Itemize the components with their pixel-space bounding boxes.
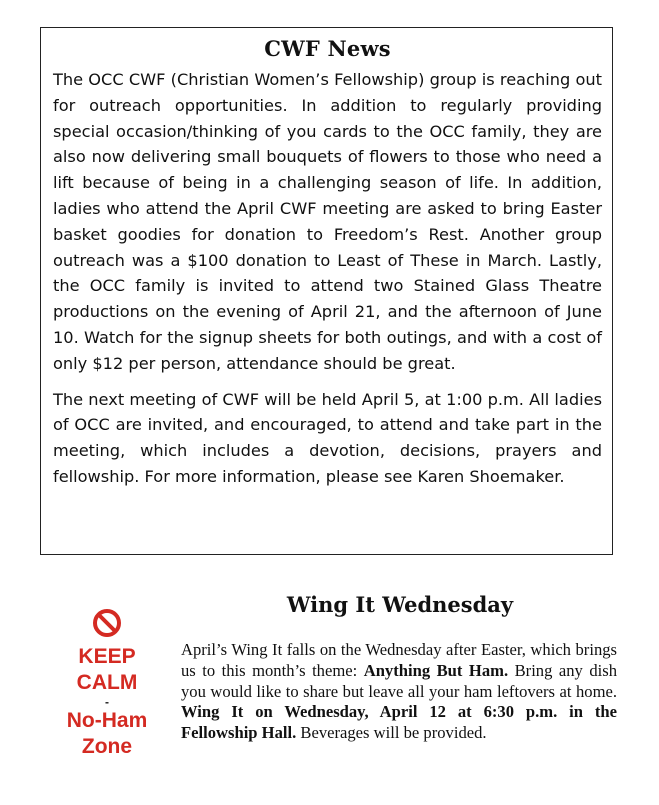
wing-it-body bbox=[181, 640, 617, 744]
keep-calm-line-3: No-Ham bbox=[66, 709, 148, 732]
wing-it-title: Wing It Wednesday bbox=[286, 592, 514, 617]
wing-it-middle: Bring any dish you would like to share but leave all your ham leftovers at home. bbox=[181, 660, 617, 701]
wing-it-intro: April’s Wing It falls on the Wednesday after Easter, which brings us to this month’s theme: bbox=[181, 640, 617, 680]
cwf-news-title: CWF News bbox=[264, 36, 391, 61]
cwf-news-box bbox=[40, 27, 613, 555]
keep-calm-separator: - bbox=[105, 695, 109, 709]
cwf-news-paragraph-2: The next meeting of CWF will be held April 5, at 1:00 p.m. All ladies of OCC are invited, and encouraged, to attend and take part in the meeting, which includes a devotion, decisions, prayers and fellowship. For more information, please see Karen Shoemaker. bbox=[53, 389, 602, 486]
wing-it-closing: Beverages will be provided. bbox=[296, 723, 487, 743]
keep-calm-line-4: Zone bbox=[81, 735, 133, 758]
wing-it-theme: Anything But Ham. bbox=[363, 660, 509, 680]
keep-calm-graphic bbox=[52, 608, 162, 760]
keep-calm-line-1: KEEP bbox=[78, 645, 136, 668]
no-sign-icon bbox=[92, 608, 122, 638]
wing-it-event: Wing It on Wednesday, April 12 at 6:30 p.m. in the Fellowship Hall. bbox=[181, 702, 617, 743]
keep-calm-line-2: CALM bbox=[76, 671, 138, 694]
cwf-news-paragraph-1: The OCC CWF (Christian Women’s Fellowship) group is reaching out for outreach opportunities. In addition to regularly providing special occasion/thinking of you cards to the OCC family, they are also now delivering small bouquets of flowers to those who need a lift because of being in a challenging season of life. In addition, ladies who attend the April CWF meeting are asked to bring Easter basket goodies for donation to Freedom’s Rest. Another group outreach was a $100 donation to Least of These in March. Lastly, the OCC family is invited to attend two Stained Glass Theatre productions on the evening of April 21, and the afternoon of June 10. Watch for the signup sheets for both outings, and with a cost of only $12 per person, attendance should be great. bbox=[53, 70, 602, 373]
